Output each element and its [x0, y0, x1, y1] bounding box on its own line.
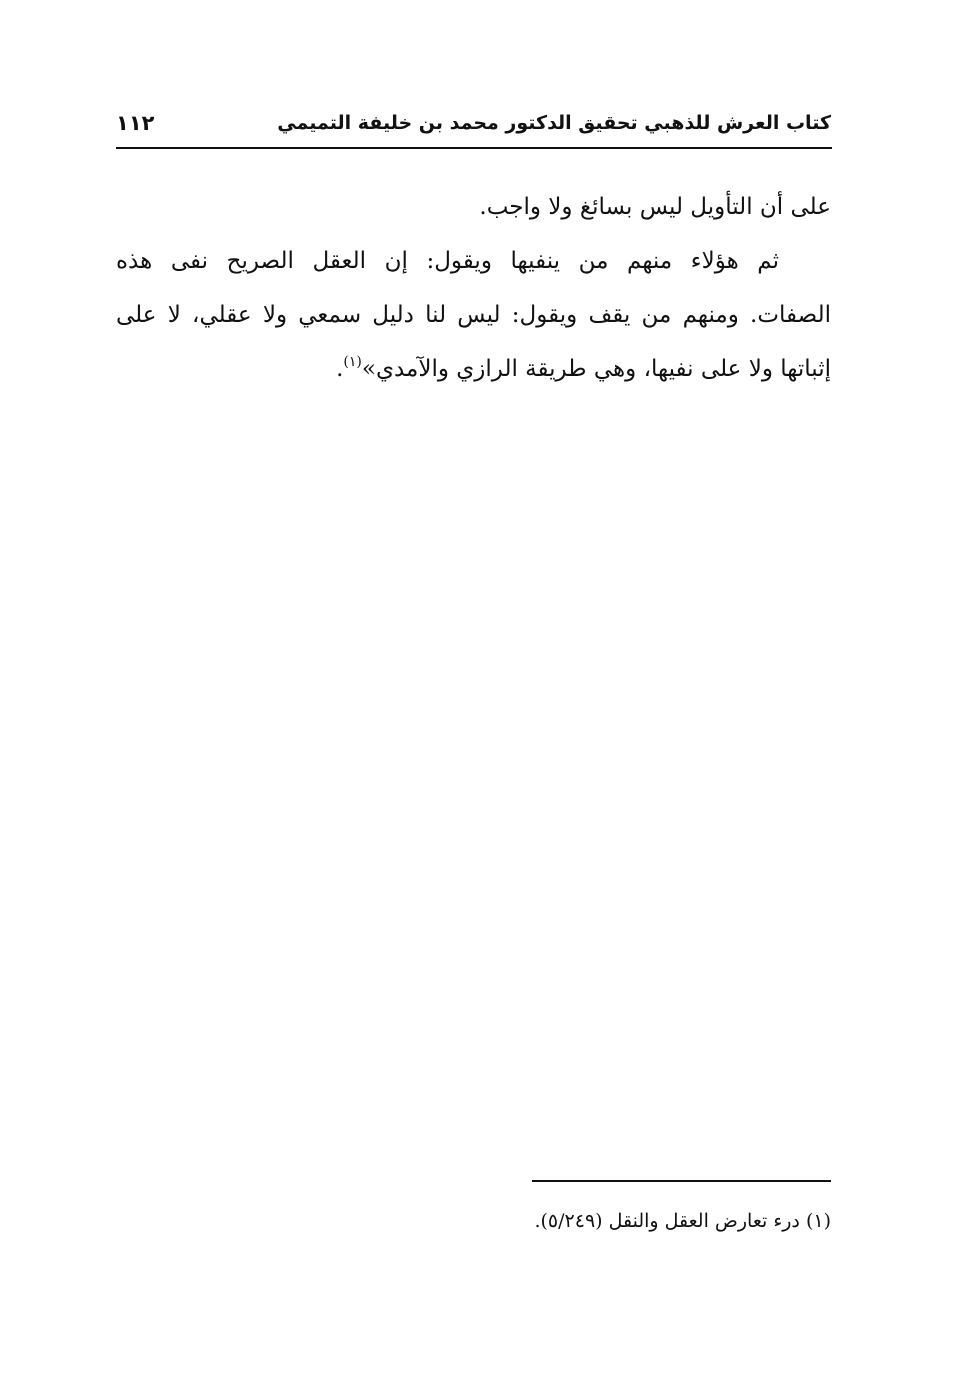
footnote-reference: (١) [343, 354, 362, 370]
book-title: كتاب العرش للذهبي تحقيق الدكتور محمد بن خليفة التميمي [277, 112, 831, 134]
text-line-4-content: إثباتها ولا على نفيها، وهي طريقة الرازي والآمدي» [361, 356, 831, 382]
text-line-2: ثم هؤلاء منهم من ينفيها ويقول: إن العقل الصريح نفى هذه [116, 248, 779, 274]
running-header [116, 108, 831, 144]
page-number: ١١٢ [116, 111, 155, 135]
closing-period: . [336, 356, 344, 382]
text-line-1: على أن التأويل ليس بسائغ ولا واجب. [479, 194, 831, 220]
text-line-3: الصفات. ومنهم من يقف ويقول: ليس لنا دليل سمعي ولا عقلي، لا على [116, 302, 831, 328]
footnote-divider [532, 1180, 831, 1182]
text-line-4 [116, 342, 831, 396]
footnote-1: (١) درء تعارض العقل والنقل (٥/٢٤٩). [534, 1210, 831, 1232]
header-divider [116, 147, 832, 149]
main-text [116, 180, 831, 396]
